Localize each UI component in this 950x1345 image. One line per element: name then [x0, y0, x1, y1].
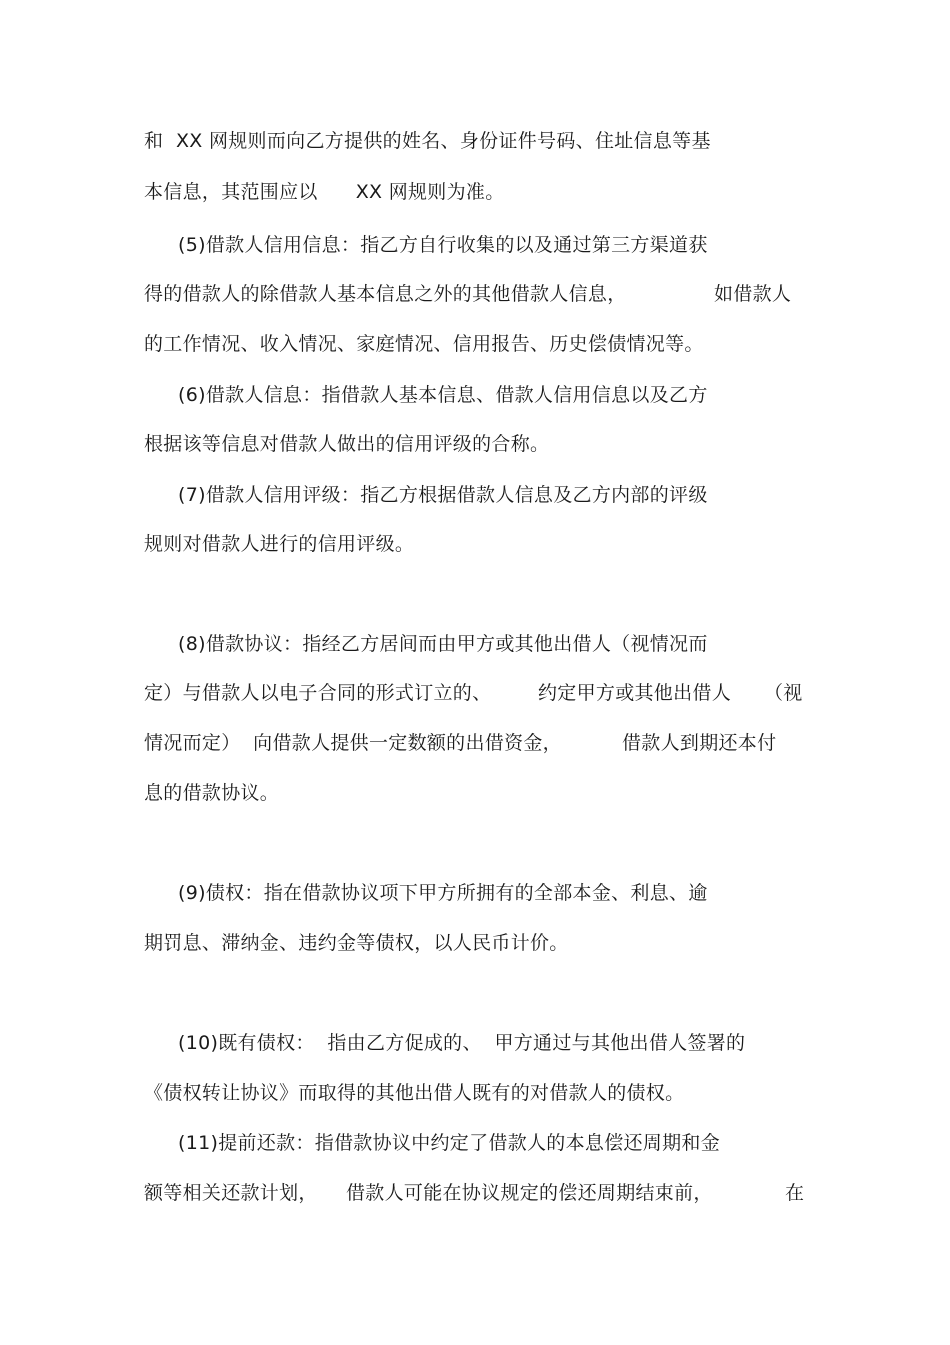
- text-line: 的工作情况、收入情况、家庭情况、信用报告、历史偿债情况等。: [144, 333, 704, 355]
- text-line: 《债权转让协议》而取得的其他出借人既有的对借款人的债权。: [144, 1082, 685, 1104]
- text-line: 情况而定） 向借款人提供一定数额的出借资金，: [144, 732, 562, 754]
- text-line: 如借款人: [714, 283, 792, 305]
- paragraph-heading-9: (9)债权：指在借款协议项下甲方所拥有的全部本金、利息、逾: [178, 882, 708, 904]
- text-line: 期罚息、滞纳金、违约金等债权，以人民币计价。: [144, 932, 569, 954]
- text-line: 借款人可能在协议规定的偿还周期结束前，: [346, 1182, 713, 1204]
- paragraph-heading-11: (11)提前还款：指借款协议中约定了借款人的本息偿还周期和金: [178, 1132, 721, 1154]
- text-line: 息的借款协议。: [144, 782, 280, 804]
- text-line: 得的借款人的除借款人基本信息之外的其他借款人信息，: [144, 283, 627, 305]
- text-line: 根据该等信息对借款人做出的信用评级的合称。: [144, 433, 550, 455]
- text-line: 约定甲方或其他出借人: [538, 682, 732, 704]
- text-line: （视: [764, 682, 803, 704]
- paragraph-heading-6: (6)借款人信息：指借款人基本信息、借款人信用信息以及乙方: [178, 384, 708, 406]
- text-line: 定）与借款人以电子合同的形式订立的、: [144, 682, 492, 704]
- paragraph-heading-8: (8)借款协议：指经乙方居间而由甲方或其他出借人（视情况而: [178, 633, 708, 655]
- text-line: 规则对借款人进行的信用评级。: [144, 533, 415, 555]
- text-line: 和 XX 网规则而向乙方提供的姓名、身份证件号码、住址信息等基: [144, 130, 711, 152]
- paragraph-heading-7: (7)借款人信用评级：指乙方根据借款人信息及乙方内部的评级: [178, 484, 708, 506]
- text-line: 借款人到期还本付: [622, 732, 777, 754]
- text-line: 在: [785, 1182, 805, 1204]
- text-line: 额等相关还款计划，: [144, 1182, 318, 1204]
- text-line: 本信息，其范围应以 XX 网规则为准。: [144, 181, 505, 203]
- paragraph-heading-10: (10)既有债权： 指由乙方促成的、 甲方通过与其他出借人签署的: [178, 1032, 746, 1054]
- paragraph-heading-5: (5)借款人信用信息：指乙方自行收集的以及通过第三方渠道获: [178, 234, 708, 256]
